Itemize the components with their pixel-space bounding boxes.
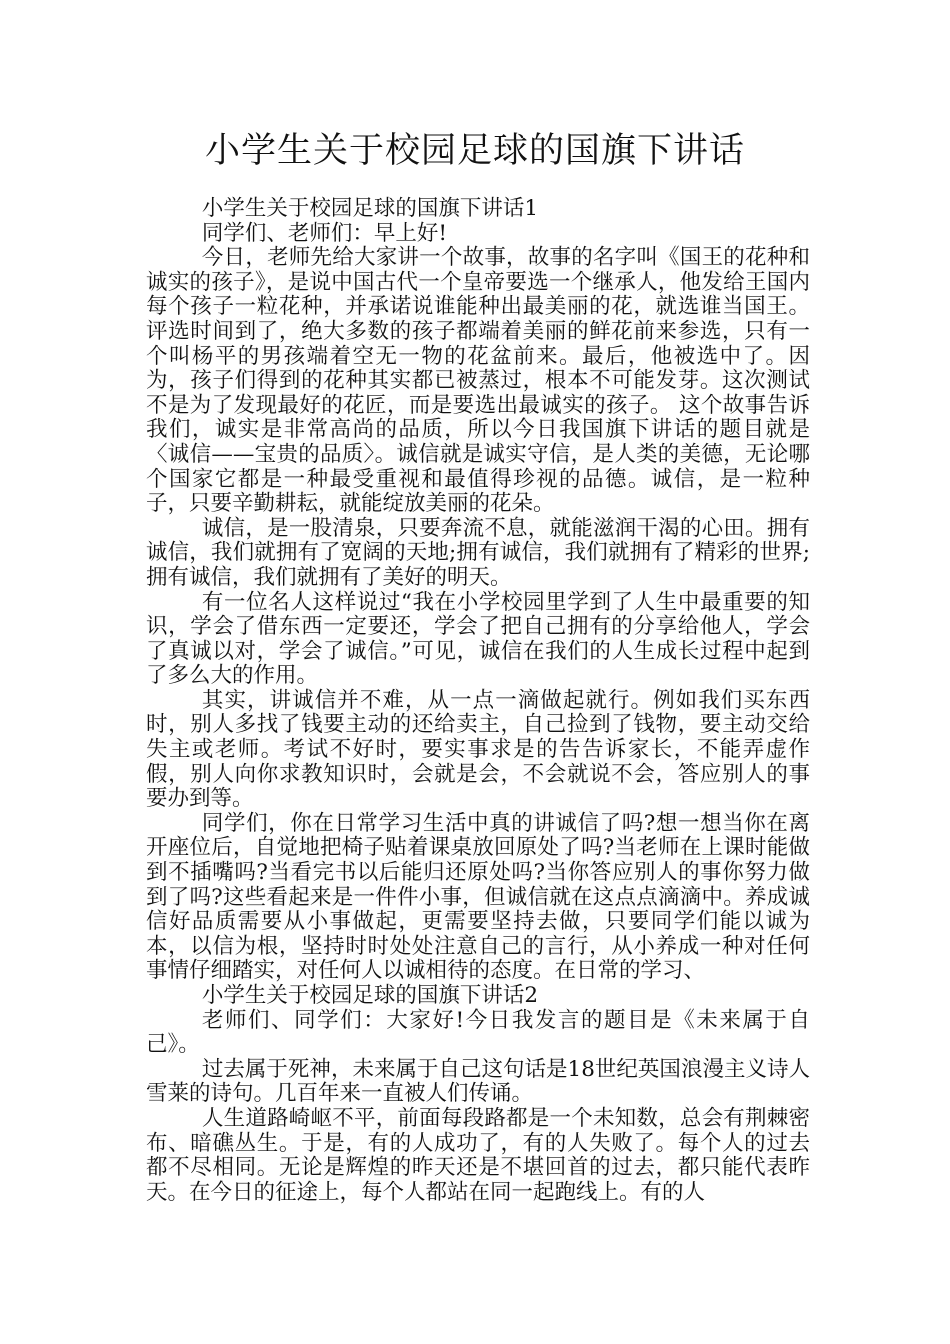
paragraph: 其实，讲诚信并不难，从一点一滴做起就行。例如我们买东西时，别人多找了钱要主动的还给卖主，自己捡到了钱物，要主动交给失主或老师。考试不好时，要实事求是的告告诉家长，不能弄虚作假，别人向你求教知识时，会就是会，不会就说不会，答应别人的事要办到等。 <box>146 687 810 812</box>
paragraph: 有一位名人这样说过“我在小学校园里学到了人生中最重要的知识，学会了借东西一定要还，学会了把自己拥有的分享给他人，学会了真诚以对，学会了诚信。”可见，诚信在我们的人生成长过程中起到了多么大的作用。 <box>146 589 810 689</box>
paragraph: 同学们，你在日常学习生活中真的讲诚信了吗?想一想当你在离开座位后，自觉地把椅子贴着课桌放回原处了吗?当老师在上课时能做到不插嘴吗?当看完书以后能归还原处吗?当你答应别人的事你努力做到了吗?这些看起来是一件件小事，但诚信就在这点点滴滴中。养成诚信好品质需要从小事做起，更需要坚持去做，只要同学们能以诚为本，以信为根，坚持时时处处注意自己的言行，从小养成一种对任何事情仔细踏实，对任何人以诚相待的态度。在日常的学习、 <box>146 810 810 984</box>
paragraph-section-heading-1: 小学生关于校园足球的国旗下讲话1 <box>201 196 539 221</box>
paragraph-greeting-1: 同学们、老师们：早上好! <box>201 220 448 246</box>
paragraph-section-heading-2: 小学生关于校园足球的国旗下讲话2 <box>201 983 539 1008</box>
document-body <box>146 197 810 1205</box>
paragraph: 人生道路崎岖不平，前面每段路都是一个未知数，总会有荆棘密布、暗礁丛生。于是，有的人成功了，有的人失败了。每个人的过去都不尽相同。无论是辉煌的昨天还是不堪回首的过去，都只能代表昨天。在今日的征途上，每个人都站在同一起跑线上。有的人 <box>146 1105 810 1205</box>
paragraph-greeting-2: 老师们、同学们：大家好!今日我发言的题目是《未来属于自己》。 <box>146 1007 810 1058</box>
paragraph: 今日，老师先给大家讲一个故事，故事的名字叫《国王的花种和诚实的孩子》，是说中国古代一个皇帝要选一个继承人，他发给王国内每个孩子一粒花种，并承诺说谁能种出最美丽的花，就选谁当国王。 评选时间到了，绝大多数的孩子都端着美丽的鲜花前来参选，只有一个叫杨平的男孩端着空无一物的花盆前来。最后，他被选中了。因为，孩子们得到的花种其实都已被蒸过，根本不可能发芽。这次测试不是为了发现最好的花匠，而是要选出最诚实的孩子。 这个故事告诉我们，诚实是非常高尚的品质，所以今日我国旗下讲话的题目就是〈诚信——宝贵的品质〉。诚信就是诚实守信，是人类的美德，无论哪个国家它都是一种最受重视和最值得珍视的品德。诚信，是一粒种子，只要辛勤耕耘，就能绽放美丽的花朵。 <box>146 245 810 517</box>
paragraph: 诚信，是一股清泉，只要奔流不息，就能滋润干渴的心田。拥有诚信，我们就拥有了宽阔的天地;拥有诚信，我们就拥有了精彩的世界;拥有诚信，我们就拥有了美好的明天。 <box>146 515 810 590</box>
paragraph: 过去属于死神，未来属于自己这句话是18世纪英国浪漫主义诗人雪莱的诗句。几百年来一直被人们传诵。 <box>146 1056 810 1107</box>
document-title: 小学生关于校园足球的国旗下讲话 <box>204 131 745 171</box>
